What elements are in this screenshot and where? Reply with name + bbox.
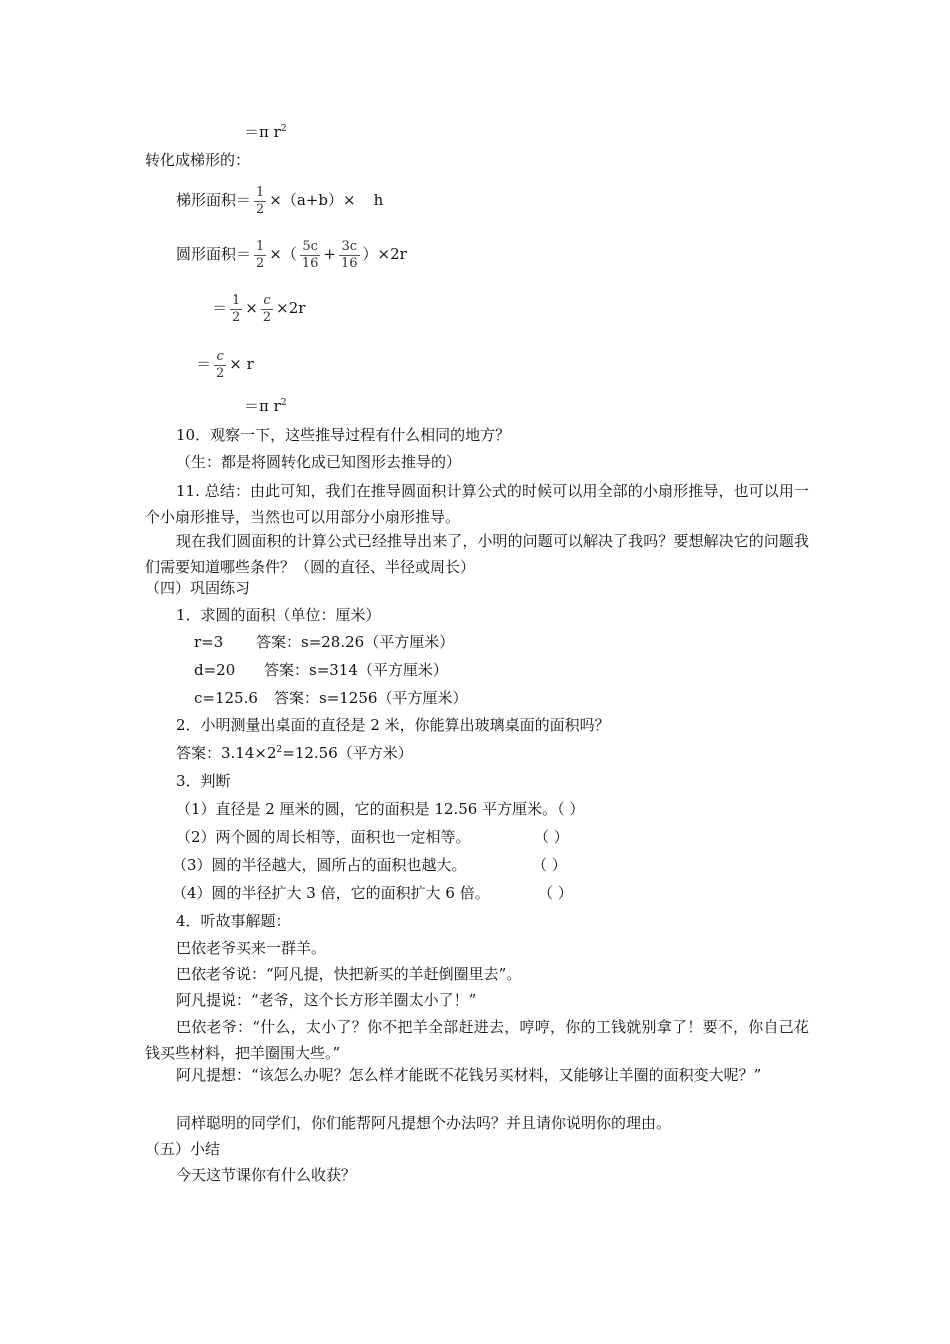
numerator: 5c (300, 239, 321, 256)
derivation-step-2 (212, 290, 305, 326)
judgment-text: （1）直径是 2 厘米的圆，它的面积是 12.56 平方厘米。 (176, 800, 558, 818)
derivation-step-4 (244, 396, 287, 416)
answer-pre: 答案：3.14×2 (176, 744, 277, 762)
numerator: 1 (256, 184, 265, 200)
fraction-half (254, 185, 266, 218)
exercise-1-item-1 (194, 632, 454, 652)
judgment-text: （4）圆的半径扩大 3 倍，它的面积扩大 6 倍。 (172, 884, 490, 902)
given: c=125.6 (194, 689, 258, 707)
story-line-6: 同样聪明的同学们，你们能帮阿凡提想个办法吗？并且请你说明你的理由。 (176, 1114, 672, 1132)
denominator: 2 (216, 365, 225, 381)
story-line-3: 阿凡提说：“老爷，这个长方形羊圈太小了！” (176, 991, 477, 1009)
fraction-half (254, 239, 266, 272)
question-10-answer: （生：都是将圆转化成已知图形去推导的） (176, 453, 462, 471)
trap-h: h (373, 191, 384, 209)
answer-post: =12.56（平方米） (282, 744, 413, 762)
judgment-text: （2）两个圆的周长相等，面积也一定相等。 (176, 828, 471, 846)
denominator: 2 (262, 309, 272, 325)
exponent: 2 (276, 745, 283, 755)
derivation-step-3 (196, 346, 254, 382)
exercise-1-item-2 (194, 660, 448, 680)
formula-text: ＝π r (244, 397, 281, 415)
answer: 答案：s=28.26（平方厘米） (256, 633, 455, 651)
exercise-3-title: 3．判断 (176, 772, 231, 790)
fraction-half (230, 293, 242, 326)
fraction-5c-16 (300, 239, 321, 272)
story-line-4: 巴依老爷：“什么，太小了？你不把羊全部赶进去，哼哼，你的工钱就别拿了！要不，你自己花钱买些材料，把羊圈围大些。” (145, 1018, 809, 1062)
numerator: 1 (232, 292, 241, 308)
exponent: 2 (280, 124, 287, 134)
story-line-2: 巴依老爷说：“阿凡提，快把新买的羊赶倒圈里去”。 (176, 965, 522, 983)
circle-mid: ×（ (269, 245, 297, 263)
summary-paragraph-11: 11. 总结：由此可知，我们在推导圆面积计算公式的时候可以用全部的小扇形推导，也可以用一个小扇形推导，当然也可以用部分小扇形推导。 (145, 482, 809, 526)
numerator: 3c (339, 239, 360, 256)
fraction-c-2 (261, 293, 273, 326)
trap-rest: ×（a+b）× (269, 191, 356, 209)
answer-parenthesis: （ ） (532, 856, 567, 874)
times: × (245, 299, 258, 317)
numerator: 1 (256, 238, 265, 254)
denominator: 2 (256, 201, 265, 217)
equals: ＝ (196, 355, 212, 373)
trap-label: 梯形面积＝ (176, 191, 252, 209)
fraction-c-2 (214, 349, 226, 382)
circle-area-formula (176, 236, 407, 272)
circle-end: ）×2r (362, 245, 407, 263)
judgment-item-3 (172, 855, 567, 875)
exercise-4-title: 4．听故事解题： (176, 912, 291, 930)
exponent: 2 (280, 398, 287, 408)
section-5-heading: （五）小结 (145, 1140, 221, 1158)
formula-text: ＝π r (244, 123, 281, 141)
given: d=20 (194, 661, 236, 679)
numerator: c (214, 349, 226, 366)
exercise-2-answer (176, 743, 413, 763)
fraction-3c-16 (339, 239, 360, 272)
equals: ＝ (212, 299, 228, 317)
formula-pi-r-squared-top (244, 122, 287, 142)
denominator: 2 (256, 255, 265, 271)
exercise-1-title: 1．求圆的面积（单位：厘米） (176, 606, 381, 624)
judgment-text: （3）圆的半径越大，圆所占的面积也越大。 (172, 856, 467, 874)
numerator: c (261, 293, 273, 310)
trapezoid-area-formula (176, 182, 383, 218)
judgment-item-2 (176, 827, 569, 847)
plus-sign: + (323, 245, 336, 263)
judgment-item-4 (172, 883, 573, 903)
question-10: 10．观察一下，这些推导过程有什么相同的地方？ (176, 426, 511, 444)
story-line-1: 巴依老爷买来一群羊。 (176, 939, 327, 957)
summary-question: 今天这节课你有什么收获？ (176, 1166, 357, 1184)
circle-label: 圆形面积＝ (176, 245, 252, 263)
exercise-1-item-3 (194, 688, 467, 708)
paragraph-now: 现在我们圆面积的计算公式已经推导出来了，小明的问题可以解决了我吗？要想解决它的问题我们需要知道哪些条件？（圆的直径、半径或周长） (145, 532, 809, 576)
judgment-item-1 (176, 799, 584, 819)
given: r=3 (194, 633, 224, 651)
story-line-5: 阿凡提想：“该怎么办呢？怎么样才能既不花钱另买材料，又能够让羊圈的面积变大呢？” (176, 1066, 762, 1084)
denominator: 16 (301, 255, 319, 271)
step3-end: × r (229, 355, 254, 373)
answer-parenthesis: （ ） (534, 828, 569, 846)
denominator: 2 (232, 309, 241, 325)
answer: 答案：s=1256（平方厘米） (274, 689, 468, 707)
step2-end: ×2r (276, 299, 306, 317)
answer-parenthesis: （ ） (538, 884, 573, 902)
denominator: 16 (341, 255, 358, 271)
section-4-heading: （四）巩固练习 (145, 579, 251, 597)
answer: 答案：s=314（平方厘米） (264, 661, 448, 679)
answer-parenthesis: （ ） (557, 800, 585, 818)
exercise-2-title: 2．小明测量出桌面的直径是 2 米，你能算出玻璃桌面的面积吗？ (176, 716, 610, 734)
heading-trapezoid: 转化成梯形的： (145, 151, 251, 169)
